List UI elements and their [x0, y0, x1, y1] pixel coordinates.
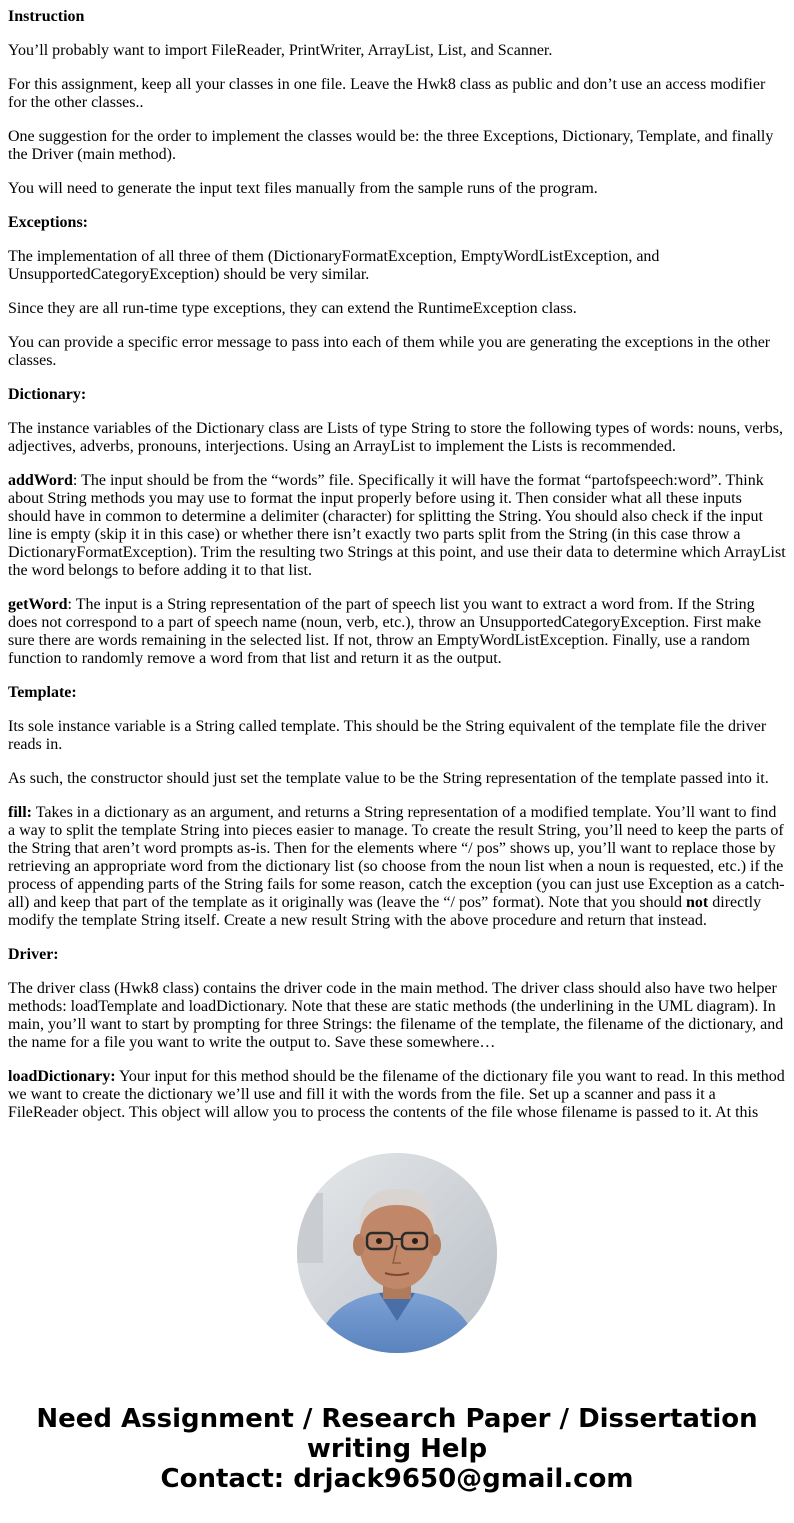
template-paragraph: Its sole instance variable is a String called template. This should be the String equivalent of the template file the driver reads in. — [8, 718, 767, 753]
dictionary-paragraph: The instance variables of the Dictionary class are Lists of type String to store the following types of words: nouns, verbs, adjectives, adverbs, pronouns, interjections. Using an ArrayList to implement the Lists is recommended. — [8, 420, 783, 455]
exceptions-paragraph: Since they are all run-time type exceptions, they can extend the RuntimeException class. — [8, 300, 577, 317]
contact-email: Contact: drjack9650@gmail.com — [160, 1464, 634, 1494]
loaddictionary-paragraph — [8, 1068, 786, 1122]
instruction-paragraph: One suggestion for the order to implement the classes would be: the three Exceptions, Dictionary, Template, and finally the Driver (main method). — [8, 128, 774, 163]
fill-term: fill: — [8, 804, 32, 821]
getword-paragraph — [8, 596, 786, 668]
instruction-heading: Instruction — [8, 8, 85, 25]
banner-line: writing Help — [306, 1434, 488, 1464]
addword-text: : The input should be from the “words” file. Specifically it will have the format “partofspeech:word”. Think about String methods you may use to format the input properly before using it. Then consider what all these inputs should have in common to determine a delimiter (character) for splitting the String. You should also check if the input line is empty (skip it in this case) or whether there isn’t exactly two parts split from the String (in this case throw a DictionaryFormatException). Trim the resulting two Strings at this point, and use their data to determine which ArrayList the word belongs to before adding it to that list. — [8, 472, 786, 579]
template-paragraph: As such, the constructor should just set the template value to be the String representation of the template passed into it. — [8, 770, 769, 787]
banner-line: Need Assignment / Research Paper / Dissertation — [36, 1404, 758, 1434]
loaddictionary-term: loadDictionary: — [8, 1068, 116, 1085]
portrait-photo — [297, 1153, 497, 1353]
avatar — [297, 1153, 497, 1353]
document-body — [8, 8, 786, 1122]
fill-text: Takes in a dictionary as an argument, and returns a String representation of a modified template. You’ll want to find a way to split the template String into pieces easier to manage. To create the result String, you’ll need to keep the parts of the String that aren’t word prompts as-is. Then for the elements where “/ pos” shows up, you’ll want to replace those by retrieving an appropriate word from the dictionary list (so choose from the noun list when a noun is requested, etc.) if the process of appending parts of the String fails for some reason, catch the exception (you can just use Exception as a catch-all) and keep that part of the template as it originally was (leave the “/ pos” format). Note that you should — [8, 804, 785, 911]
fill-paragraph — [8, 804, 786, 930]
driver-paragraph: The driver class (Hwk8 class) contains the driver code in the main method. The driver class should also have two helper methods: loadTemplate and loadDictionary. Note that these are static methods (the underlining in the UML diagram). In main, you’ll want to start by prompting for three Strings: the filename of the template, the filename of the dictionary, and the name for a file you want to write the output to. Save these somewhere… — [8, 980, 784, 1051]
getword-text: : The input is a String representation of the part of speech list you want to extract a word from. If the String does not correspond to a part of speech name (noun, verb, etc.), throw an UnsupportedCategoryException. First make sure there are words remaining in the selected list. If not, throw an EmptyWordListException. Finally, use a random function to randomly remove a word from that list and return it as the output. — [8, 596, 762, 667]
addword-paragraph — [8, 472, 786, 580]
exceptions-paragraph: The implementation of all three of them (DictionaryFormatException, EmptyWordListException, and UnsupportedCategoryException) should be very similar. — [8, 248, 660, 283]
contact-banner — [0, 1404, 794, 1494]
loaddictionary-text: Your input for this method should be the filename of the dictionary file you want to read. In this method we want to create the dictionary we’ll use and fill it with the words from the file. Set up a scanner and pass it a FileReader object. This object will allow you to process the contents of the file whose filename is passed to it. At this — [8, 1068, 785, 1121]
fill-text: directly modify the template String itself. Create a new result String with the above procedure and return that instead. — [8, 894, 762, 929]
exceptions-heading: Exceptions: — [8, 214, 88, 231]
instruction-paragraph: You will need to generate the input text files manually from the sample runs of the program. — [8, 180, 598, 197]
exceptions-paragraph: You can provide a specific error message to pass into each of them while you are generating the exceptions in the other classes. — [8, 334, 771, 369]
getword-term: getWord — [8, 596, 68, 613]
fill-not-emphasis: not — [686, 894, 709, 911]
addword-term: addWord — [8, 472, 73, 489]
template-heading: Template: — [8, 684, 77, 701]
dictionary-heading: Dictionary: — [8, 386, 87, 403]
driver-heading: Driver: — [8, 946, 59, 963]
instruction-paragraph: You’ll probably want to import FileReader, PrintWriter, ArrayList, List, and Scanner. — [8, 42, 553, 59]
instruction-paragraph: For this assignment, keep all your classes in one file. Leave the Hwk8 class as public and don’t use an access modifier for the other classes.. — [8, 76, 766, 111]
